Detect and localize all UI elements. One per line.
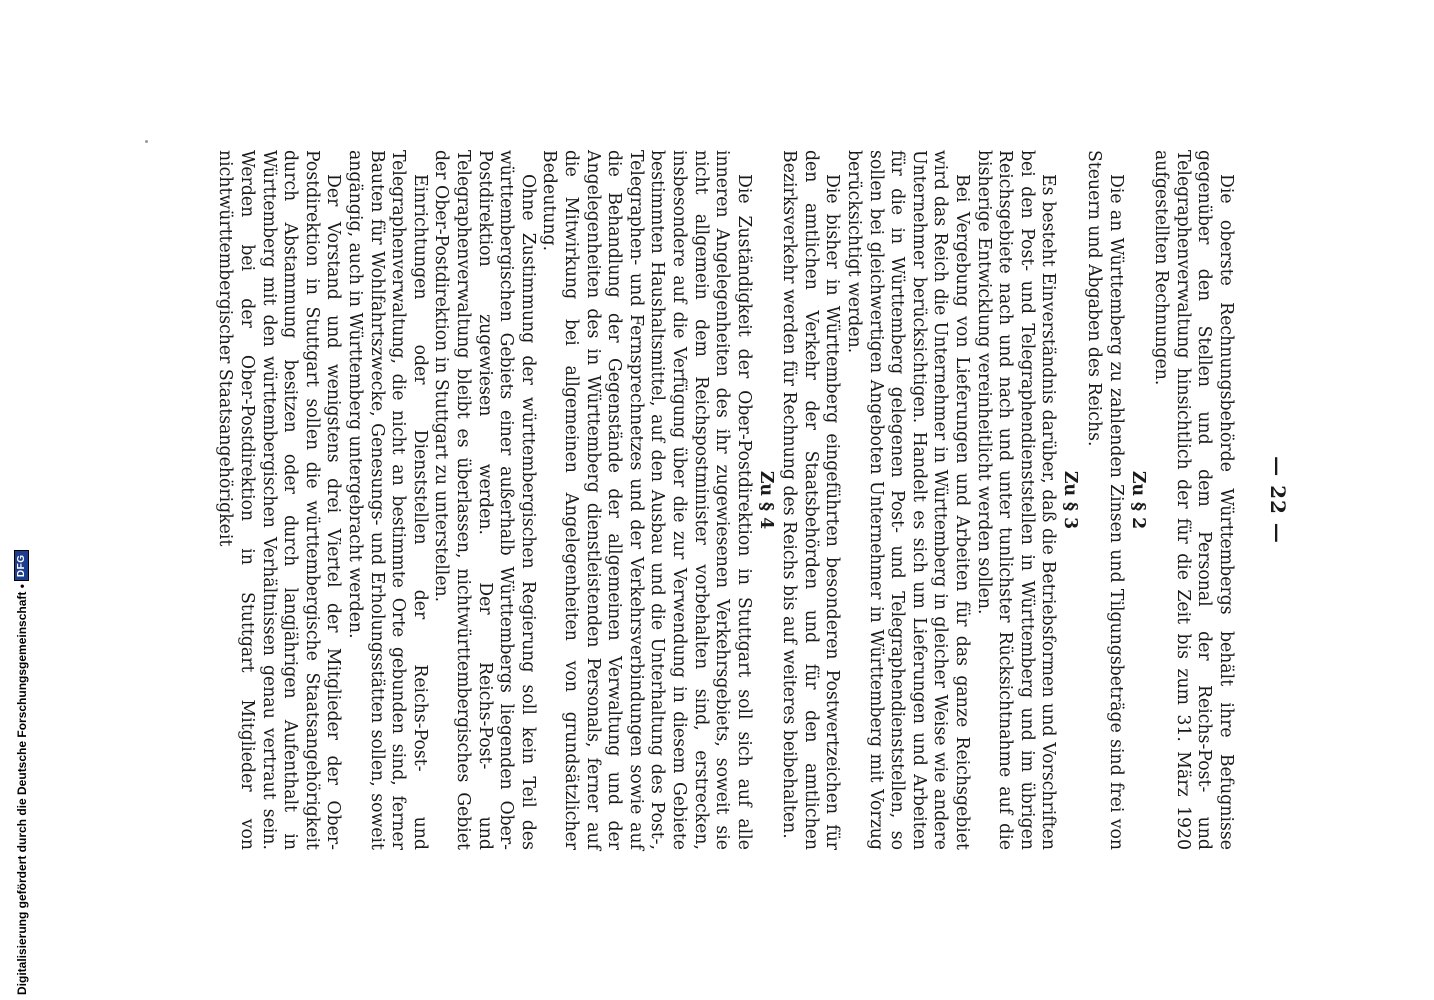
paragraph: Einrichtungen oder Dienststellen der Reichs-Post- und Telegraphenverwaltung, die nicht an bestimmte Orte gebunden sind, ferner Bauten für Wohlfahrtszwecke, Genesungs- und Erholungsstätten sollen, soweit angängig, auch in Württemberg untergebracht werden. [345, 150, 430, 850]
paragraph: Der Vorstand und wenigstens drei Viertel der Mitglieder der Ober-Postdirektion in Stuttgart sollen die württembergische Staatsangehörigkeit durch Abstammung besitzen oder durch langjährigen Aufenthalt in Württemberg mit den württembergischen Verhältnissen genau vertraut sein. Werden bei der Ober-Postdirektion in Stuttgart Mitglieder von nichtwürttembergischer Staatsangehörigkeit [215, 150, 344, 850]
paragraph: Die bisher in Württemberg eingeführten besonderen Postwertzeichen für den amtlichen Verkehr der Staatsbehörden und für den amtlichen Bezirksverkehr werden für Rechnung des Reichs bis auf weiteres beibehalten. [779, 150, 843, 850]
digitization-note [14, 550, 29, 995]
side-note-text: Digitalisierung gefördert durch die Deutsche Forschungsgemeinschaft • [14, 584, 29, 995]
section-heading: Zu § 2 [1127, 470, 1148, 530]
paragraph: Die an Württemberg zu zahlenden Zinsen und Tilgungsbeträge sind frei von Steuern und Abgaben des Reichs. [1084, 150, 1126, 850]
page-number: — 22 — [1266, 456, 1290, 544]
scan-speck [145, 140, 148, 143]
section-heading: Zu § 4 [755, 470, 776, 530]
paragraph: Die oberste Rechnungsbehörde Württembergs behält ihre Befugnisse gegenüber den Stellen und dem Personal der Reichs-Post- und Telegraphenverwaltung hinsichtlich der für die Zeit bis zum 31. März 1920 aufgestellten Rechnungen. [1151, 150, 1236, 850]
section-heading: Zu § 3 [1060, 470, 1081, 530]
paragraph: Ohne Zustimmung der württembergischen Regierung soll kein Teil des württembergischen Gebiets einer außerhalb Württembergs liegenden Ober-Postdirektion zugewiesen werden. Der Reichs-Post- und Telegraphenverwaltung bleibt es überlassen, nichtwürttembergisches Gebiet der Ober-Postdirektion in Stuttgart zu unterstellen. [431, 150, 538, 850]
paragraph: Es besteht Einverständnis darüber, daß die Betriebsformen und Vorschriften bei den Post- und Telegraphendienststellen in Württemberg und im übrigen Reichsgebiete nach und nach und unter tunlichster Rücksichtnahme auf die bisherige Entwicklung vereinheitlicht werden sollen. [973, 150, 1059, 850]
dfg-logo-icon: DFG [14, 550, 29, 581]
rotated-page-content [140, 150, 1290, 850]
paragraph: Die Zuständigkeit der Ober-Postdirektion in Stuttgart soll sich auf alle inneren Angelegenheiten des ihr zugewiesenen Verkehrsgebiets, soweit sie nicht allgemein dem Reichspostminister vorbehalten sind, erstrecken, insbesondere auf die Verfügung über die zur Verwendung in diesem Gebiete bestimmten Haushaltsmittel, auf den Ausbau und die Unterhaltung des Post-, Telegraphen- und Fernsprechnetzes und der Verkehrsverbindungen sowie auf die Behandlung der Gegenstände der allgemeinen Verwaltung und der Angelegenheiten des in Württemberg dienstleistenden Personals, ferner auf die Mitwirkung bei allgemeinen Angelegenheiten von grundsätzlicher Bedeutung. [539, 150, 754, 850]
text-block [214, 150, 1236, 850]
paragraph: Bei Vergebung von Lieferungen und Arbeiten für das ganze Reichsgebiet wird das Reich die Unternehmer in Württemberg in gleicher Weise wie andere Unternehmer berücksichtigen. Handelt es sich um Lieferungen und Arbeiten für die in Württemberg gelegenen Post- und Telegraphendienststellen, so sollen bei gleichwertigen Angeboten Unternehmer in Württemberg mit Vorzug berücksichtigt werden. [844, 150, 973, 850]
